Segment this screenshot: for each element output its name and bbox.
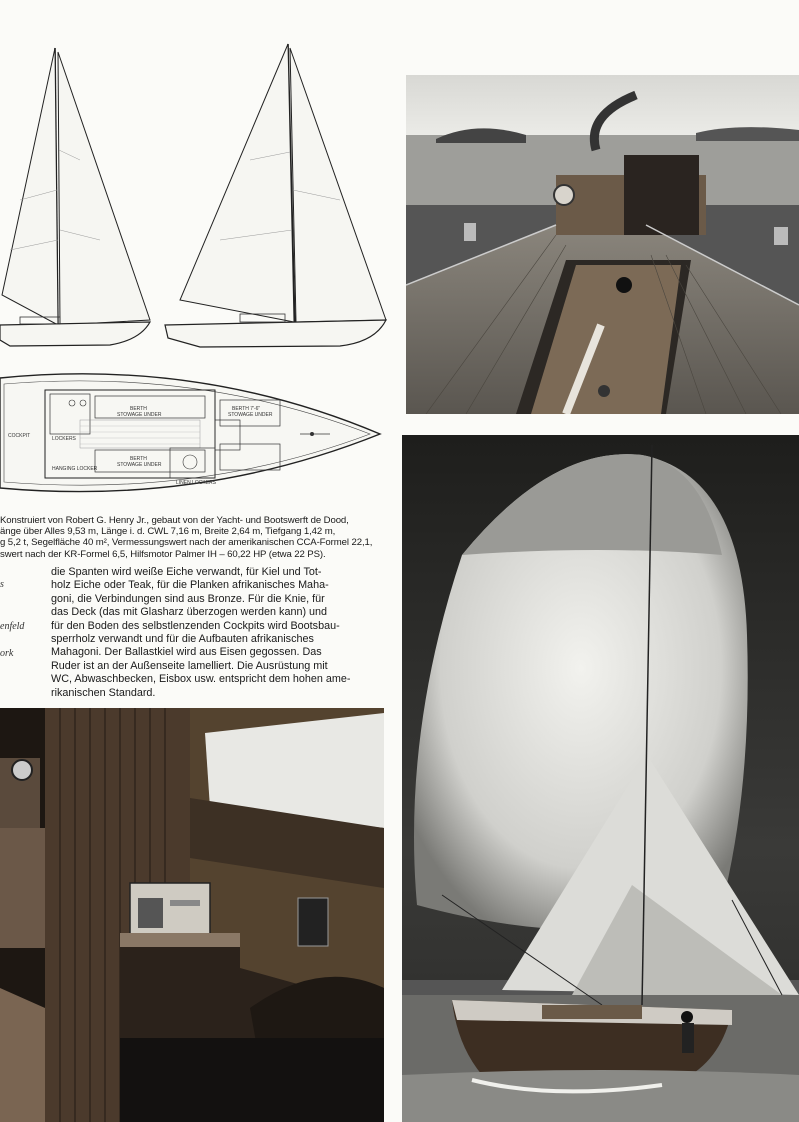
plan-label-lockers: LOCKERS [52, 436, 76, 442]
caption-line: g 5,2 t, Segelfläche 40 m², Vermessungswert nach der amerikanischen CCA-Formel 22,1, [0, 537, 373, 549]
body-line: holz Eiche oder Teak, für die Planken afrikanisches Maha- [51, 579, 329, 592]
body-line: rikanischen Standard. [51, 686, 156, 699]
photo-credit-fragment: s [0, 579, 4, 590]
body-line: das Deck (das mit Glasharz überzogen werden kann) und [51, 606, 328, 619]
plan-label-berth-upper: BERTH [130, 406, 147, 412]
body-line: Ruder ist an der Außenseite lamelliert. Die Ausrüstung mit [51, 659, 328, 672]
specification-caption [0, 515, 400, 560]
deck-plan-drawing [0, 360, 390, 500]
plan-label-linen-locker: LINEN LOCKERS [176, 480, 217, 486]
photo-credit-fragment: enfeld [0, 621, 25, 632]
plan-label-stowage-upper: STOWAGE UNDER [117, 412, 162, 418]
body-line: sperrholz verwandt und für die Aufbauten afrikanisches [51, 633, 314, 646]
sail-plan-drawing-right [160, 40, 390, 350]
caption-line: änge über Alles 9,53 m, Länge i. d. CWL 7,16 m, Breite 2,64 m, Tiefgang 1,42 m, [0, 526, 336, 538]
body-line: WC, Abwaschbecken, Eisbox usw. entspricht dem hohen ame- [51, 673, 351, 686]
plan-label-berth-lower: BERTH [130, 456, 147, 462]
photo-credit-fragment: ork [0, 648, 14, 659]
plan-label-hanging: HANGING LOCKER [52, 466, 98, 472]
deck-photo [406, 75, 799, 414]
plan-label-berth-fwd: BERTH 7'-6" [232, 406, 261, 412]
caption-line: swert nach der KR-Formel 6,5, Hilfsmotor Palmer IH – 60,22 HP (etwa 22 PS). [0, 548, 326, 560]
plan-label-cockpit: COCKPIT [8, 433, 31, 439]
body-line: die Spanten wird weiße Eiche verwandt, für Kiel und Tot- [51, 566, 322, 578]
spinnaker-sailing-photo [402, 435, 799, 1122]
caption-line: Konstruiert von Robert G. Henry Jr., gebaut von der Yacht- und Bootswerft de Dood, [0, 515, 349, 526]
article-body-text [51, 566, 391, 700]
plan-label-stowage-lower: STOWAGE UNDER [117, 462, 162, 468]
body-line: Mahagoni. Der Ballastkiel wird aus Eisen gegossen. Das [51, 646, 322, 659]
sail-plan-drawing-left [0, 40, 160, 350]
body-line: goni, die Verbindungen sind aus Bronze. Für die Knie, für [51, 592, 325, 605]
plan-label-stowage-fwd: STOWAGE UNDER [228, 412, 273, 418]
body-line: für den Boden des selbstlenzenden Cockpits wird Bootsbau- [51, 619, 340, 632]
cabin-interior-photo [0, 708, 384, 1122]
